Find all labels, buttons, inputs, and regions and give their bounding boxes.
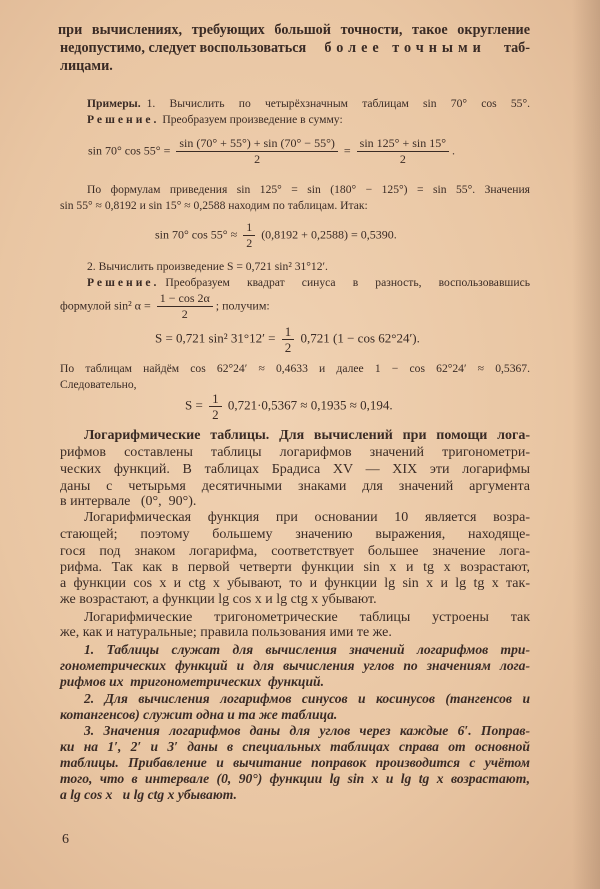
numerator: sin 125° + sin 15° [357, 136, 449, 152]
paragraph-line: Логарифмические таблицы. Для вычислений при помощи лога- [84, 428, 530, 443]
solution-label: Решение. [87, 276, 160, 289]
paragraph-line: же возрастают, а функции lg cos x и lg ctg x убывают. [60, 592, 377, 607]
paragraph-line: а функции cos x и ctg x убывают, то и функции lg sin x и lg tg x так- [60, 576, 530, 591]
numerator: sin (70° + 55°) + sin (70° − 55°) [176, 136, 338, 152]
page-number: 6 [62, 832, 69, 847]
fraction [176, 136, 338, 167]
formula-text: 0,721 (1 − cos 62°24′). [300, 330, 420, 346]
denominator: 2 [284, 340, 292, 355]
formula-4 [185, 391, 393, 422]
rule-line: таблицы. Прибавление и вычитание поправок производится с учётом [60, 755, 530, 770]
formula-text: S = [185, 397, 203, 413]
paragraph-line: стающей; поэтому большему значению выражения, находяще- [60, 527, 530, 542]
solution-2-text: Преобразуем квадрат синуса в разность, воспользовавшись [165, 276, 530, 289]
rule-line: рифмов их тригонометрических функций. [60, 674, 324, 689]
intro-line-2 [60, 39, 530, 57]
formula-2 [155, 220, 397, 251]
page-edge-shadow [572, 0, 600, 889]
intro-text: таб- [503, 40, 530, 56]
formula-text: . [452, 143, 456, 158]
formula-text: sin 70° cos 55° ≈ [155, 227, 238, 242]
solution-1-text: Преобразуем произведение в сумму: [162, 113, 343, 126]
formula-sin-squared [60, 291, 270, 322]
solution-2-line [87, 274, 530, 292]
intro-line-1: при вычислениях, требующих большой точности, такое округление [58, 22, 530, 38]
rule-line: котангенсов) служит одна и та же таблица. [60, 707, 338, 722]
formula-text: S = 0,721 sin² 31°12′ = [155, 330, 276, 346]
paragraph-line: рифма. Так как в первой четверти функции sin x и tg x возрастают, [60, 560, 530, 575]
formula-3 [155, 324, 420, 355]
formula-1 [88, 136, 455, 167]
rule-line: 1. Таблицы служат для вычисления значений логарифмов три- [84, 642, 530, 657]
rule-line: 2. Для вычисления логарифмов синусов и косинусов (тангенсов и [84, 691, 530, 706]
numerator: 1 [209, 391, 222, 407]
formula-text: = [343, 143, 351, 158]
rule-line: гонометрических функций и для вычисления углов по значениям лога- [60, 658, 530, 673]
denominator: 2 [399, 152, 406, 166]
formula-text: 0,721·0,5367 ≈ 0,1935 ≈ 0,194. [227, 397, 393, 413]
rule-line: ки на 1′, 2′ и 3′ даны в специальных таблицах справа от основной [60, 739, 530, 754]
examples-label: Примеры. [87, 97, 141, 110]
numerator: 1 [282, 324, 295, 340]
numerator: 1 − cos 2α [157, 291, 213, 307]
denominator: 2 [212, 407, 219, 422]
paragraph-line: гося под знаком логарифма, соответствует большее значение лога- [60, 544, 530, 559]
fraction [157, 291, 213, 322]
example-text-line: По формулам приведения sin 125° = sin (180° − 125°) = sin 55°. Значения [87, 183, 530, 196]
example-text-line: По таблицам найдём cos 62°24′ ≈ 0,4633 и далее 1 − cos 62°24′ ≈ 0,5367. [60, 362, 530, 375]
denominator: 2 [181, 307, 188, 321]
rule-line: того, что в интервале (0, 90°) функции lg sin x и lg tg x возрастают, [60, 771, 530, 786]
paragraph-line: Логарифмические тригонометрические таблицы устроены так [84, 610, 530, 625]
formula-text: sin 70° cos 55° = [88, 143, 171, 158]
denominator: 2 [246, 236, 253, 250]
fraction [209, 391, 222, 422]
intro-line-3: лицами. [60, 58, 113, 74]
numerator: 1 [243, 220, 255, 236]
solution-1-line [87, 111, 343, 129]
solution-label: Решение. [87, 113, 160, 126]
paragraph-line: в интервале (0°, 90°). [60, 494, 197, 509]
formula-text: формулой sin² α = [60, 298, 151, 313]
example-1-text: 1. Вычислить по четырёхзначным таблицам sin 70° cos 55°. [146, 97, 530, 110]
rule-line: 3. Значения логарифмов даны для углов через каждые 6′. Поправ- [84, 723, 530, 738]
fraction [282, 324, 295, 355]
formula-text: (0,8192 + 0,2588) = 0,5390. [261, 227, 397, 242]
intro-text: недопустимо, следует воспользоваться [60, 40, 307, 56]
example-2-line: 2. Вычислить произведение S = 0,721 sin² 31°12′. [87, 260, 328, 273]
denominator: 2 [254, 152, 261, 166]
example-text-line: Следовательно, [60, 378, 137, 391]
example-text-line: sin 55° ≈ 0,8192 и sin 15° ≈ 0,2588 находим по таблицам. Итак: [60, 199, 368, 212]
formula-text: ; получим: [215, 298, 270, 313]
rule-line: а lg cos x и lg ctg x убывают. [60, 787, 237, 802]
paragraph-line: Логарифмическая функция при основании 10 является возра- [84, 510, 530, 525]
paragraph-line: даны с четырьмя десятичными знаками для значений аргумента [60, 479, 530, 494]
emphasis-text: более точными [324, 40, 486, 56]
paragraph-line: ческих функций. В таблицах Брадиса XV — XIX эти логарифмы [60, 462, 530, 477]
fraction [357, 136, 449, 167]
paragraph-line: же, как и натуральные; правила пользования ими те же. [60, 625, 392, 640]
paragraph-line: рифмов составлены таблицы логарифмов значений тригонометри- [60, 445, 530, 460]
fraction [243, 220, 255, 251]
